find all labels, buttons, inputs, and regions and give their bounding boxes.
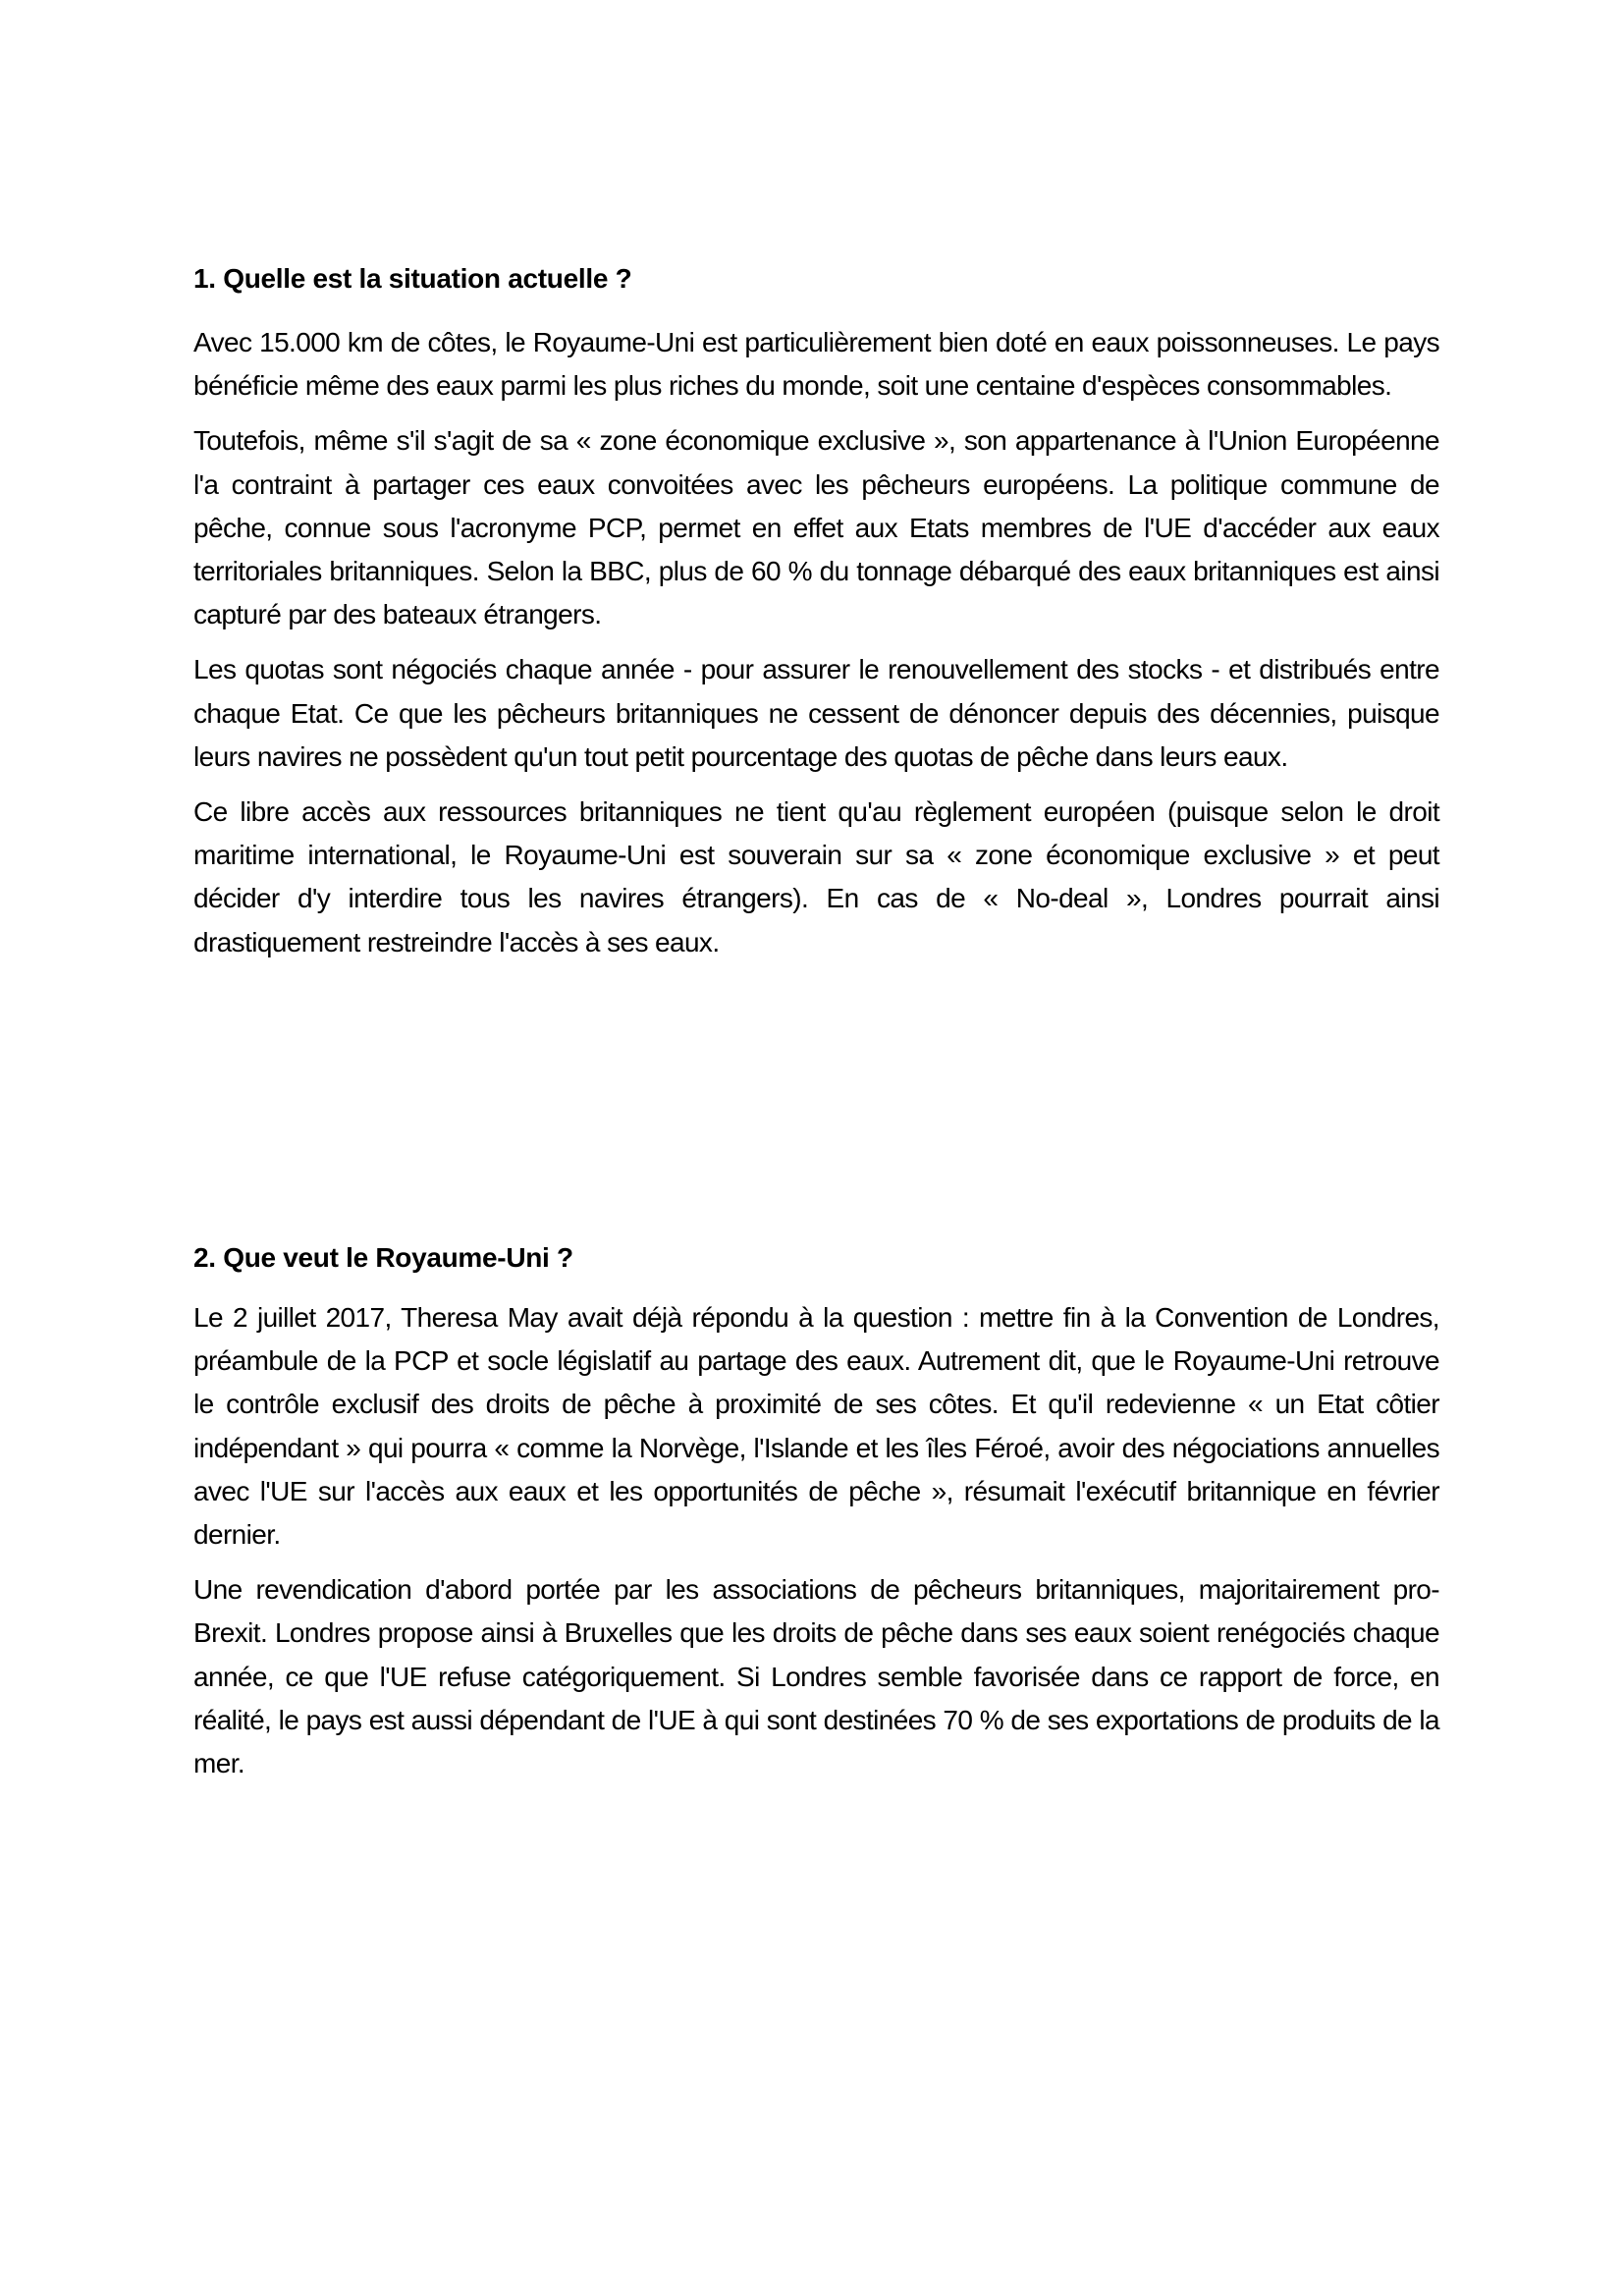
section-current-situation (193, 257, 1439, 976)
paragraph: Le 2 juillet 2017, Theresa May avait déjà répondu à la question : mettre fin à la Convention de Londres, préambule de la PCP et socle législatif au partage des eaux. Autrement dit, que le Royaume-Uni retrouve le contrôle exclusif des droits de pêche à proximité de ses côtes. Et qu'il redevienne « un Etat côtier indépendant » qui pourra « comme la Norvège, l'Islande et les îles Féroé, avoir des négociations annuelles avec l'UE sur l'accès aux eaux et les opportunités de pêche », résumait l'exécutif britannique en février dernier. (193, 1302, 1439, 1551)
paragraph: Toutefois, même s'il s'agit de sa « zone économique exclusive », son appartenance à l'Union Européenne l'a contraint à partager ces eaux convoitées avec les pêcheurs européens. La politique commune de pêche, connue sous l'acronyme PCP, permet en effet aux Etats membres de l'UE d'accéder aux eaux territoriales britanniques. Selon la BBC, plus de 60 % du tonnage débarqué des eaux britanniques est ainsi capturé par des bateaux étrangers. (193, 425, 1439, 630)
section-heading: 2. Que veut le Royaume-Uni ? (193, 1242, 573, 1273)
paragraph: Une revendication d'abord portée par les associations de pêcheurs britanniques, majoritairement pro-Brexit. Londres propose ainsi à Bruxelles que les droits de pêche dans ses eaux soient renégociés chaque année, ce que l'UE refuse catégoriquement. Si Londres semble favorisée dans ce rapport de force, en réalité, le pays est aussi dépendant de l'UE à qui sont destinées 70 % de ses exportations de produits de la mer. (193, 1574, 1439, 1779)
paragraph: Les quotas sont négociés chaque année - pour assurer le renouvellement des stocks - et distribués entre chaque Etat. Ce que les pêcheurs britanniques ne cessent de dénoncer depuis des décennies, puisque leurs navires ne possèdent qu'un tout petit pourcentage des quotas de pêche dans leurs eaux. (193, 654, 1439, 772)
section-uk-wants (193, 1236, 1439, 1797)
section-heading: 1. Quelle est la situation actuelle ? (193, 263, 632, 294)
paragraph: Avec 15.000 km de côtes, le Royaume-Uni est particulièrement bien doté en eaux poissonneuses. Le pays bénéficie même des eaux parmi les plus riches du monde, soit une centaine d'espèces consommables. (193, 327, 1439, 402)
paragraph: Ce libre accès aux ressources britanniques ne tient qu'au règlement européen (puisque selon le droit maritime international, le Royaume-Uni est souverain sur sa « zone économique exclusive » et peut décider d'y interdire tous les navires étrangers). En cas de « No-deal », Londres pourrait ainsi drastiquement restreindre l'accès à ses eaux. (193, 796, 1439, 957)
